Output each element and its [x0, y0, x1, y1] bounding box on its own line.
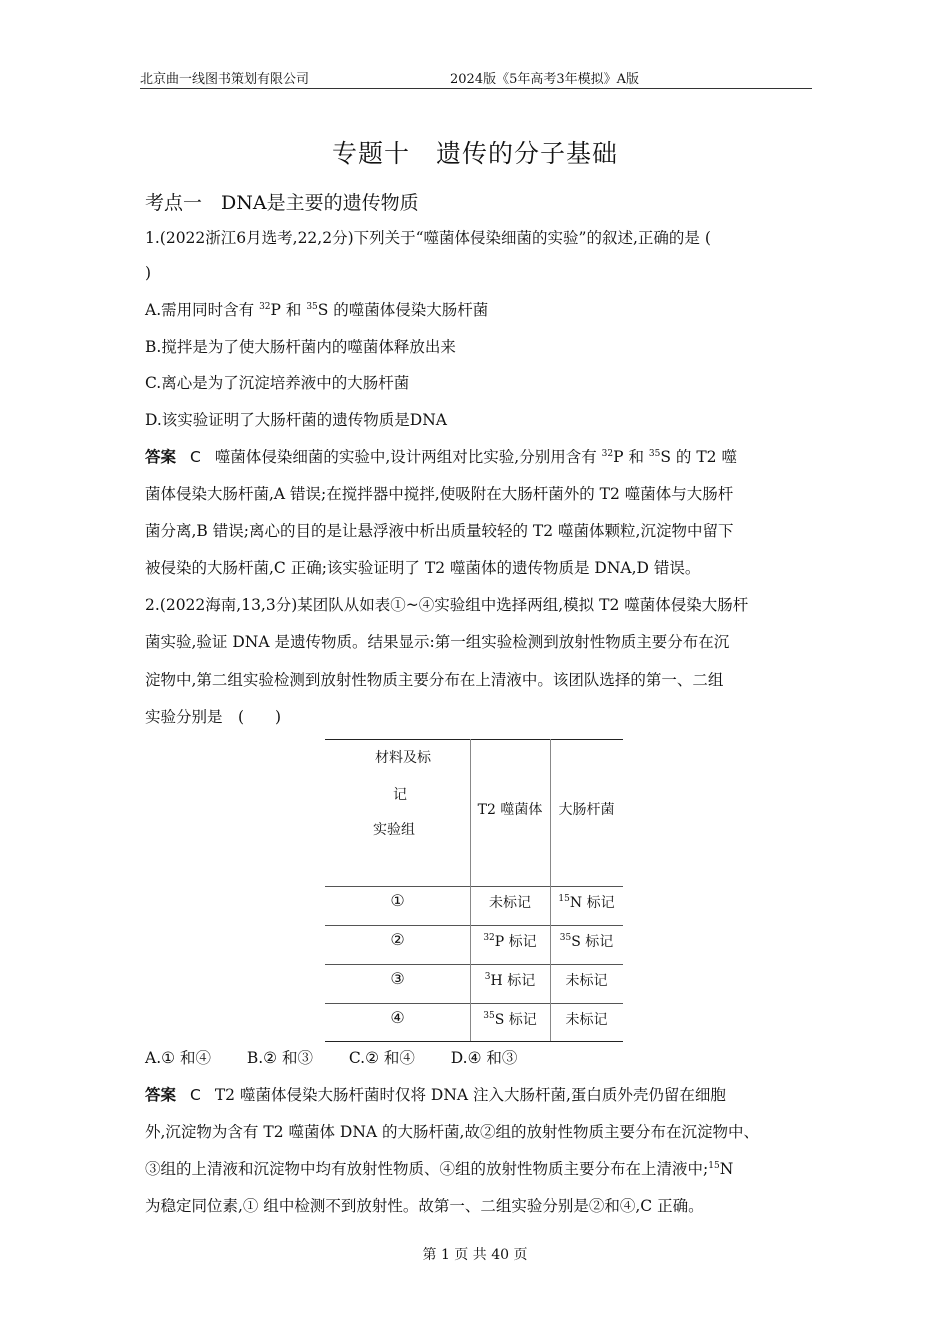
q1-expl-post: S 的 T2 噬 [660, 448, 737, 466]
table-cell-ecoli: 未标记 [565, 973, 608, 989]
q2-option-a: A.① 和④ [145, 1049, 211, 1067]
table-corner-bottom: 实验组 [373, 822, 415, 838]
table-corner-top-cont: 记 [393, 787, 407, 803]
table-col-divider [470, 739, 471, 1041]
table-row-rule [325, 1003, 623, 1004]
table-cell-t2: $^3$H 标记 [484, 972, 536, 989]
q1-option-a-sup1: 32 [259, 302, 271, 312]
q2-option-c: C.② 和④ [348, 1049, 415, 1067]
q1-answer-label: 答案 [145, 447, 177, 466]
q1-expl-pre: 噬菌体侵染细菌的实验中,设计两组对比实验,分别用含有 [214, 448, 602, 466]
q2-stem-line4: 实验分别是 ( ) [145, 708, 282, 726]
q2-option-d: D.④ 和③ [450, 1049, 518, 1067]
q1-option-a-pre: A.需用同时含有 [145, 301, 260, 319]
table-row-rule [325, 925, 623, 926]
table-header-rule [325, 886, 623, 887]
q1-option-a-sup2: 35 [306, 302, 318, 312]
table-row-id: ② [390, 930, 405, 949]
q1-option-a-post: S 的噬菌体侵染大肠杆菌 [317, 301, 489, 319]
q2-data-table [325, 739, 623, 1042]
q1-answer-line1 [145, 445, 737, 467]
table-bottom-rule [325, 1041, 623, 1042]
section-heading: 考点一 DNA是主要的遗传物质 [145, 192, 419, 214]
table-col-divider [550, 739, 551, 1041]
q2-answer-key: C [190, 1086, 201, 1104]
table-corner-top: 材料及标 [375, 750, 431, 766]
table-cell-ecoli: 未标记 [565, 1012, 608, 1028]
q1-expl-line3: 菌分离,B 错误;离心的目的是让悬浮液中析出质量较轻的 T2 噬菌体颗粒,沉淀物中留下 [145, 522, 734, 540]
q1-option-c: C.离心是为了沉淀培养液中的大肠杆菌 [145, 374, 410, 392]
q1-expl-sup1: 32 [601, 449, 614, 459]
q2-expl-line2: 外,沉淀物为含有 T2 噬菌体 DNA 的大肠杆菌,故②组的放射性物质主要分布在沉淀物中、 [145, 1123, 759, 1141]
table-cell-t2: $^{35}$S 标记 [483, 1011, 537, 1028]
q2-stem-line1: 2.(2022海南,13,3分)某团队从如表①~④实验组中选择两组,模拟 T2 噬菌体侵染大肠杆 [145, 596, 749, 614]
q2-answer-line1 [145, 1083, 726, 1105]
q1-stem-line1: 1.(2022浙江6月选考,22,2分)下列关于“噬菌体侵染细菌的实验”的叙述,正确的是 ( [145, 229, 711, 247]
table-row-id: ④ [390, 1008, 405, 1027]
q2-options [145, 1046, 517, 1068]
q2-expl-line1: T2 噬菌体侵染大肠杆菌时仅将 DNA 注入大肠杆菌,蛋白质外壳仍留在细胞 [214, 1086, 726, 1104]
q1-option-b: B.搅拌是为了使大肠杆菌内的噬菌体释放出来 [145, 338, 456, 356]
table-cell-ecoli: $^{15}$N 标记 [558, 894, 615, 911]
table-row-id: ③ [390, 969, 405, 988]
q1-option-a-mid: P 和 [270, 301, 307, 319]
table-row-id: ① [390, 891, 405, 910]
q1-expl-mid: P 和 [613, 448, 649, 466]
q1-option-a [145, 298, 488, 320]
table-cell-t2: $^{32}$P 标记 [483, 933, 537, 950]
q1-expl-line4: 被侵染的大肠杆菌,C 正确;该实验证明了 T2 噬菌体的遗传物质是 DNA,D 错误。 [145, 559, 701, 577]
q2-stem-line2: 菌实验,验证 DNA 是遗传物质。结果显示:第一组实验检测到放射性物质主要分布在沉 [145, 633, 730, 651]
q1-stem-line2: ) [145, 264, 152, 282]
q2-expl-line4: 为稳定同位素,① 组中检测不到放射性。故第一、二组实验分别是②和④,C 正确。 [145, 1197, 704, 1215]
header-publisher: 北京曲一线图书策划有限公司 [140, 72, 310, 87]
header-book-title: 2024版《5年高考3年模拟》A版 [450, 72, 640, 87]
q1-option-d: D.该实验证明了大肠杆菌的遗传物质是DNA [145, 411, 447, 429]
q2-answer-label: 答案 [145, 1085, 177, 1104]
q1-expl-sup2: 35 [648, 449, 661, 459]
page-header [140, 64, 812, 89]
table-cell-ecoli: $^{35}$S 标记 [559, 933, 614, 950]
q1-answer-key: C [190, 448, 201, 466]
q1-expl-line2: 菌体侵染大肠杆菌,A 错误;在搅拌器中搅拌,使吸附在大肠杆菌外的 T2 噬菌体与大肠杆 [145, 485, 734, 503]
table-col-t2-phage: T2 噬菌体 [477, 802, 543, 818]
table-cell-t2: 未标记 [489, 895, 531, 911]
q2-expl-line3: ③组的上清液和沉淀物中均有放射性物质、④组的放射性物质主要分布在上清液中;$^{15}$N [145, 1160, 734, 1178]
q2-stem-line3: 淀物中,第二组实验检测到放射性物质主要分布在上清液中。该团队选择的第一、二组 [145, 671, 724, 689]
page-footer: 第 1 页 共 40 页 [422, 1247, 528, 1263]
table-top-rule [325, 739, 623, 740]
table-row-rule [325, 964, 623, 965]
table-col-ecoli: 大肠杆菌 [558, 802, 615, 818]
q2-option-b: B.② 和③ [246, 1049, 313, 1067]
chapter-title: 专题十 遗传的分子基础 [331, 139, 618, 168]
